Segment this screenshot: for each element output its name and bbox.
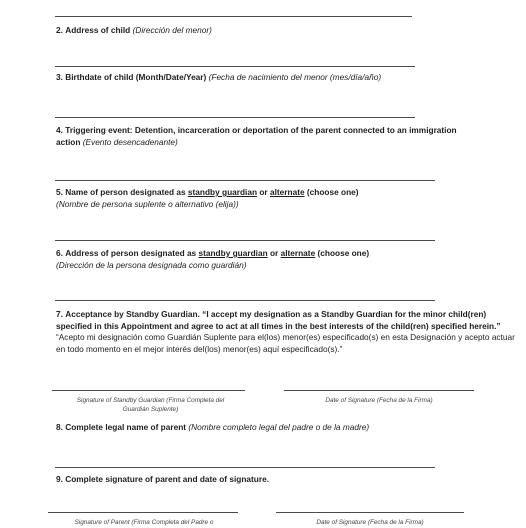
guardian-signature-line[interactable]: [52, 390, 245, 391]
triggering-event-line[interactable]: [55, 180, 435, 181]
field-parent-signature: 9. Complete signature of parent and date of signature.: [56, 474, 269, 484]
designated-name-line[interactable]: [55, 240, 435, 241]
field-triggering-event: 4. Triggering event: Detention, incarceration or deportation of the parent connected to an immigration action (Evento desencadenante): [56, 125, 457, 147]
parent-name-line[interactable]: [55, 467, 435, 468]
field-designated-address: 6. Address of person designated as standby guardian or alternate (choose one) (Dirección de la persona designada como guardián): [56, 248, 370, 270]
field-birthdate-of-child: 3. Birthdate of child (Month/Date/Year) (Fecha de nacimiento del menor (mes/día/año): [56, 72, 382, 82]
parent-date-line[interactable]: [276, 512, 464, 513]
field-line-1[interactable]: [55, 16, 412, 17]
parent-date-caption: Date of Signature (Fecha de la Firma): [316, 519, 424, 526]
field-parent-legal-name: 8. Complete legal name of parent (Nombre completo legal del padre o de la madre): [56, 422, 370, 432]
parent-signature-line[interactable]: [48, 512, 238, 513]
birthdate-line[interactable]: [55, 117, 415, 118]
designated-address-line[interactable]: [55, 300, 435, 301]
field-address-of-child: 2. Address of child (Dirección del menor): [56, 25, 212, 35]
parent-signature-caption: Signature of Parent (Firma Completa del Padre o: [74, 519, 214, 526]
guardian-signature-caption: Signature of Standby Guardian (Firma Completa del Guardián Suplente): [76, 397, 225, 413]
field-designated-name: 5. Name of person designated as standby guardian or alternate (choose one) (Nombre de persona suplente o alternativo (elija)): [56, 187, 359, 209]
acceptance-by-standby-guardian: 7. Acceptance by Standby Guardian. “I accept my designation as a Standby Guardian for the minor child(ren) specified in this Appointment and agree to act at all times in the best interests of the child(ren) specified herein.” “Acepto mi designación como Guardián Suplente para el(los) menor(es) especificado(s) en esta Designación y acepto actuar en todo momento en el mejor interés del(los) menor(es) aquí especificado(s).”: [56, 309, 515, 354]
address-of-child-line[interactable]: [55, 66, 415, 67]
guardian-date-caption: Date of Signature (Fecha de la Firma): [325, 397, 433, 404]
guardian-date-line[interactable]: [284, 390, 474, 391]
